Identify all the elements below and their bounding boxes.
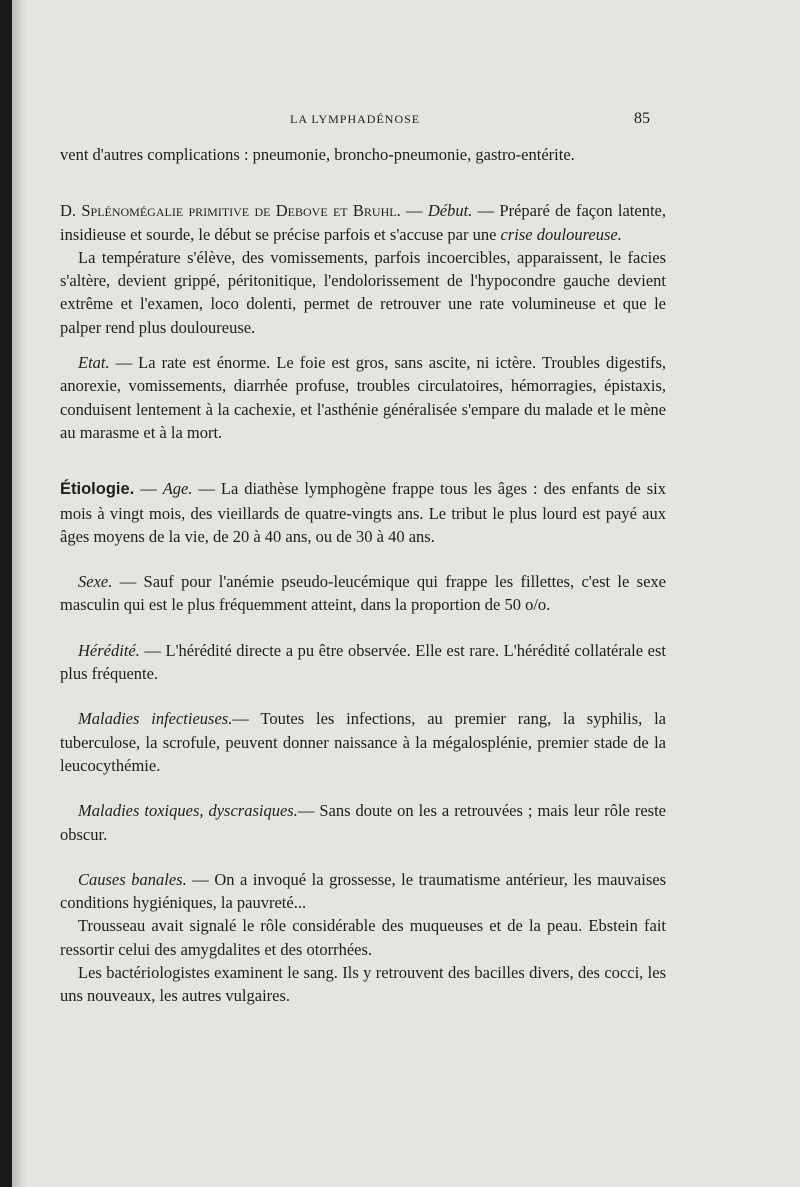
running-head: LA LYMPHADÉNOSE [290, 112, 421, 126]
paragraph-temperature: La température s'élève, des vomissements, parfois incoercibles, apparaissent, le facies s'altère, devient grippé, péritonitique, l'endolorissement de l'hypocondre gauche devient extrême et l'examen, loco dolenti, permet de retrouver une rate volumineuse et que le palper rend plus douloureuse. [60, 247, 666, 337]
subheading-causes-banales: Causes banales. [78, 869, 187, 889]
page-gutter-shadow [12, 0, 26, 1187]
paragraph-bacteriologistes: Les bactériologistes examinent le sang. Ils y retrouvent des bacilles divers, des cocci, les uns nouveaux, les autres vulgaires. [60, 963, 666, 1006]
paragraph-causes-banales [60, 868, 666, 915]
subheading-debut: Début. [427, 201, 473, 221]
paragraph-text: — Sauf pour l'anémie pseudo-leucémique qui frappe les fillettes, c'est le sexe masculin qui est le plus fréquemment atteint, dans la proportion de 50 o/o. [60, 572, 666, 615]
subheading-heredite: Hérédité. [78, 640, 140, 660]
paragraph-text: — La rate est énorme. Le foie est gros, sans ascite, ni ictère. Troubles digestifs, anorexie, vomissements, diarrhée profuse, troubles circulatoires, hémorragies, épistaxis, conduisent lentement à la cachexie, et l'asthénie généralisée s'empare du malade et le mène au marasme et à la mort. [60, 353, 666, 442]
subheading-etat: Etat. [78, 353, 110, 373]
paragraph-text: — On a invoqué la grossesse, le traumatisme antérieur, les mauvaises conditions hygiéniques, la pauvreté... [60, 869, 666, 913]
paragraph-text: — La diathèse lymphogène frappe tous les âges : des enfants de six mois à vingt mois, des vieillards de quatre-vingts ans. Le tribut le plus lourd est payé aux âges moyens de la vie, de 20 à 40 ans, ou de 30 à 40 ans. [60, 479, 667, 546]
paragraph-sexe [60, 570, 666, 617]
paragraph-text: — Sans doute on les a retrouvées ; mais leur rôle reste obscur. [60, 801, 666, 844]
page-body [60, 143, 666, 1008]
subheading-sexe: Sexe. [78, 572, 113, 592]
paragraph-complications: vent d'autres complications : pneumonie, broncho-pneumonie, gastro-entérite. [60, 145, 575, 164]
paragraph-maladies-infectieuses [60, 707, 666, 777]
page-number: 85 [634, 110, 650, 127]
page-header [12, 112, 800, 132]
subheading-maladies-toxiques: Maladies toxiques, dyscrasiques. [78, 801, 298, 821]
paragraph-text: — L'hérédité directe a pu être observée. Elle est rare. L'hérédité collatérale est plus fréquente. [60, 640, 666, 684]
subheading-age: Age. [162, 479, 193, 499]
subheading-maladies-infectieuses: Maladies infectieuses. [78, 709, 233, 729]
section-heading-splenomegalie: D. Splénomégalie primitive de Debove et Bruhl. — [60, 201, 428, 221]
paragraph-etat [60, 351, 666, 444]
paragraph-text: — Toutes les infections, au premier rang, la syphilis, la tuberculose, la scrofule, peuvent donner naissance à la mégalosplénie, premier stade de la leucocythémie. [60, 709, 666, 775]
paragraph-text: — Préparé de façon latente, insidieuse et sourde, le début se précise parfois et s'accuse par une [60, 201, 666, 244]
section-heading-etiologie: Étiologie. [60, 480, 135, 499]
book-page [12, 0, 800, 1187]
emphasis-crise: crise douloureuse. [500, 224, 622, 244]
paragraph-trousseau: Trousseau avait signalé le rôle considérable des muqueuses et de la peau. Ebstein fait ressortir celui des amygdalites et des otorrhées. [60, 916, 666, 959]
paragraph-etiologie [60, 477, 666, 548]
paragraph-heredite [60, 639, 666, 686]
paragraph-maladies-toxiques [60, 799, 666, 846]
separator: — [134, 479, 163, 499]
paragraph-splenomegalie [60, 199, 666, 246]
